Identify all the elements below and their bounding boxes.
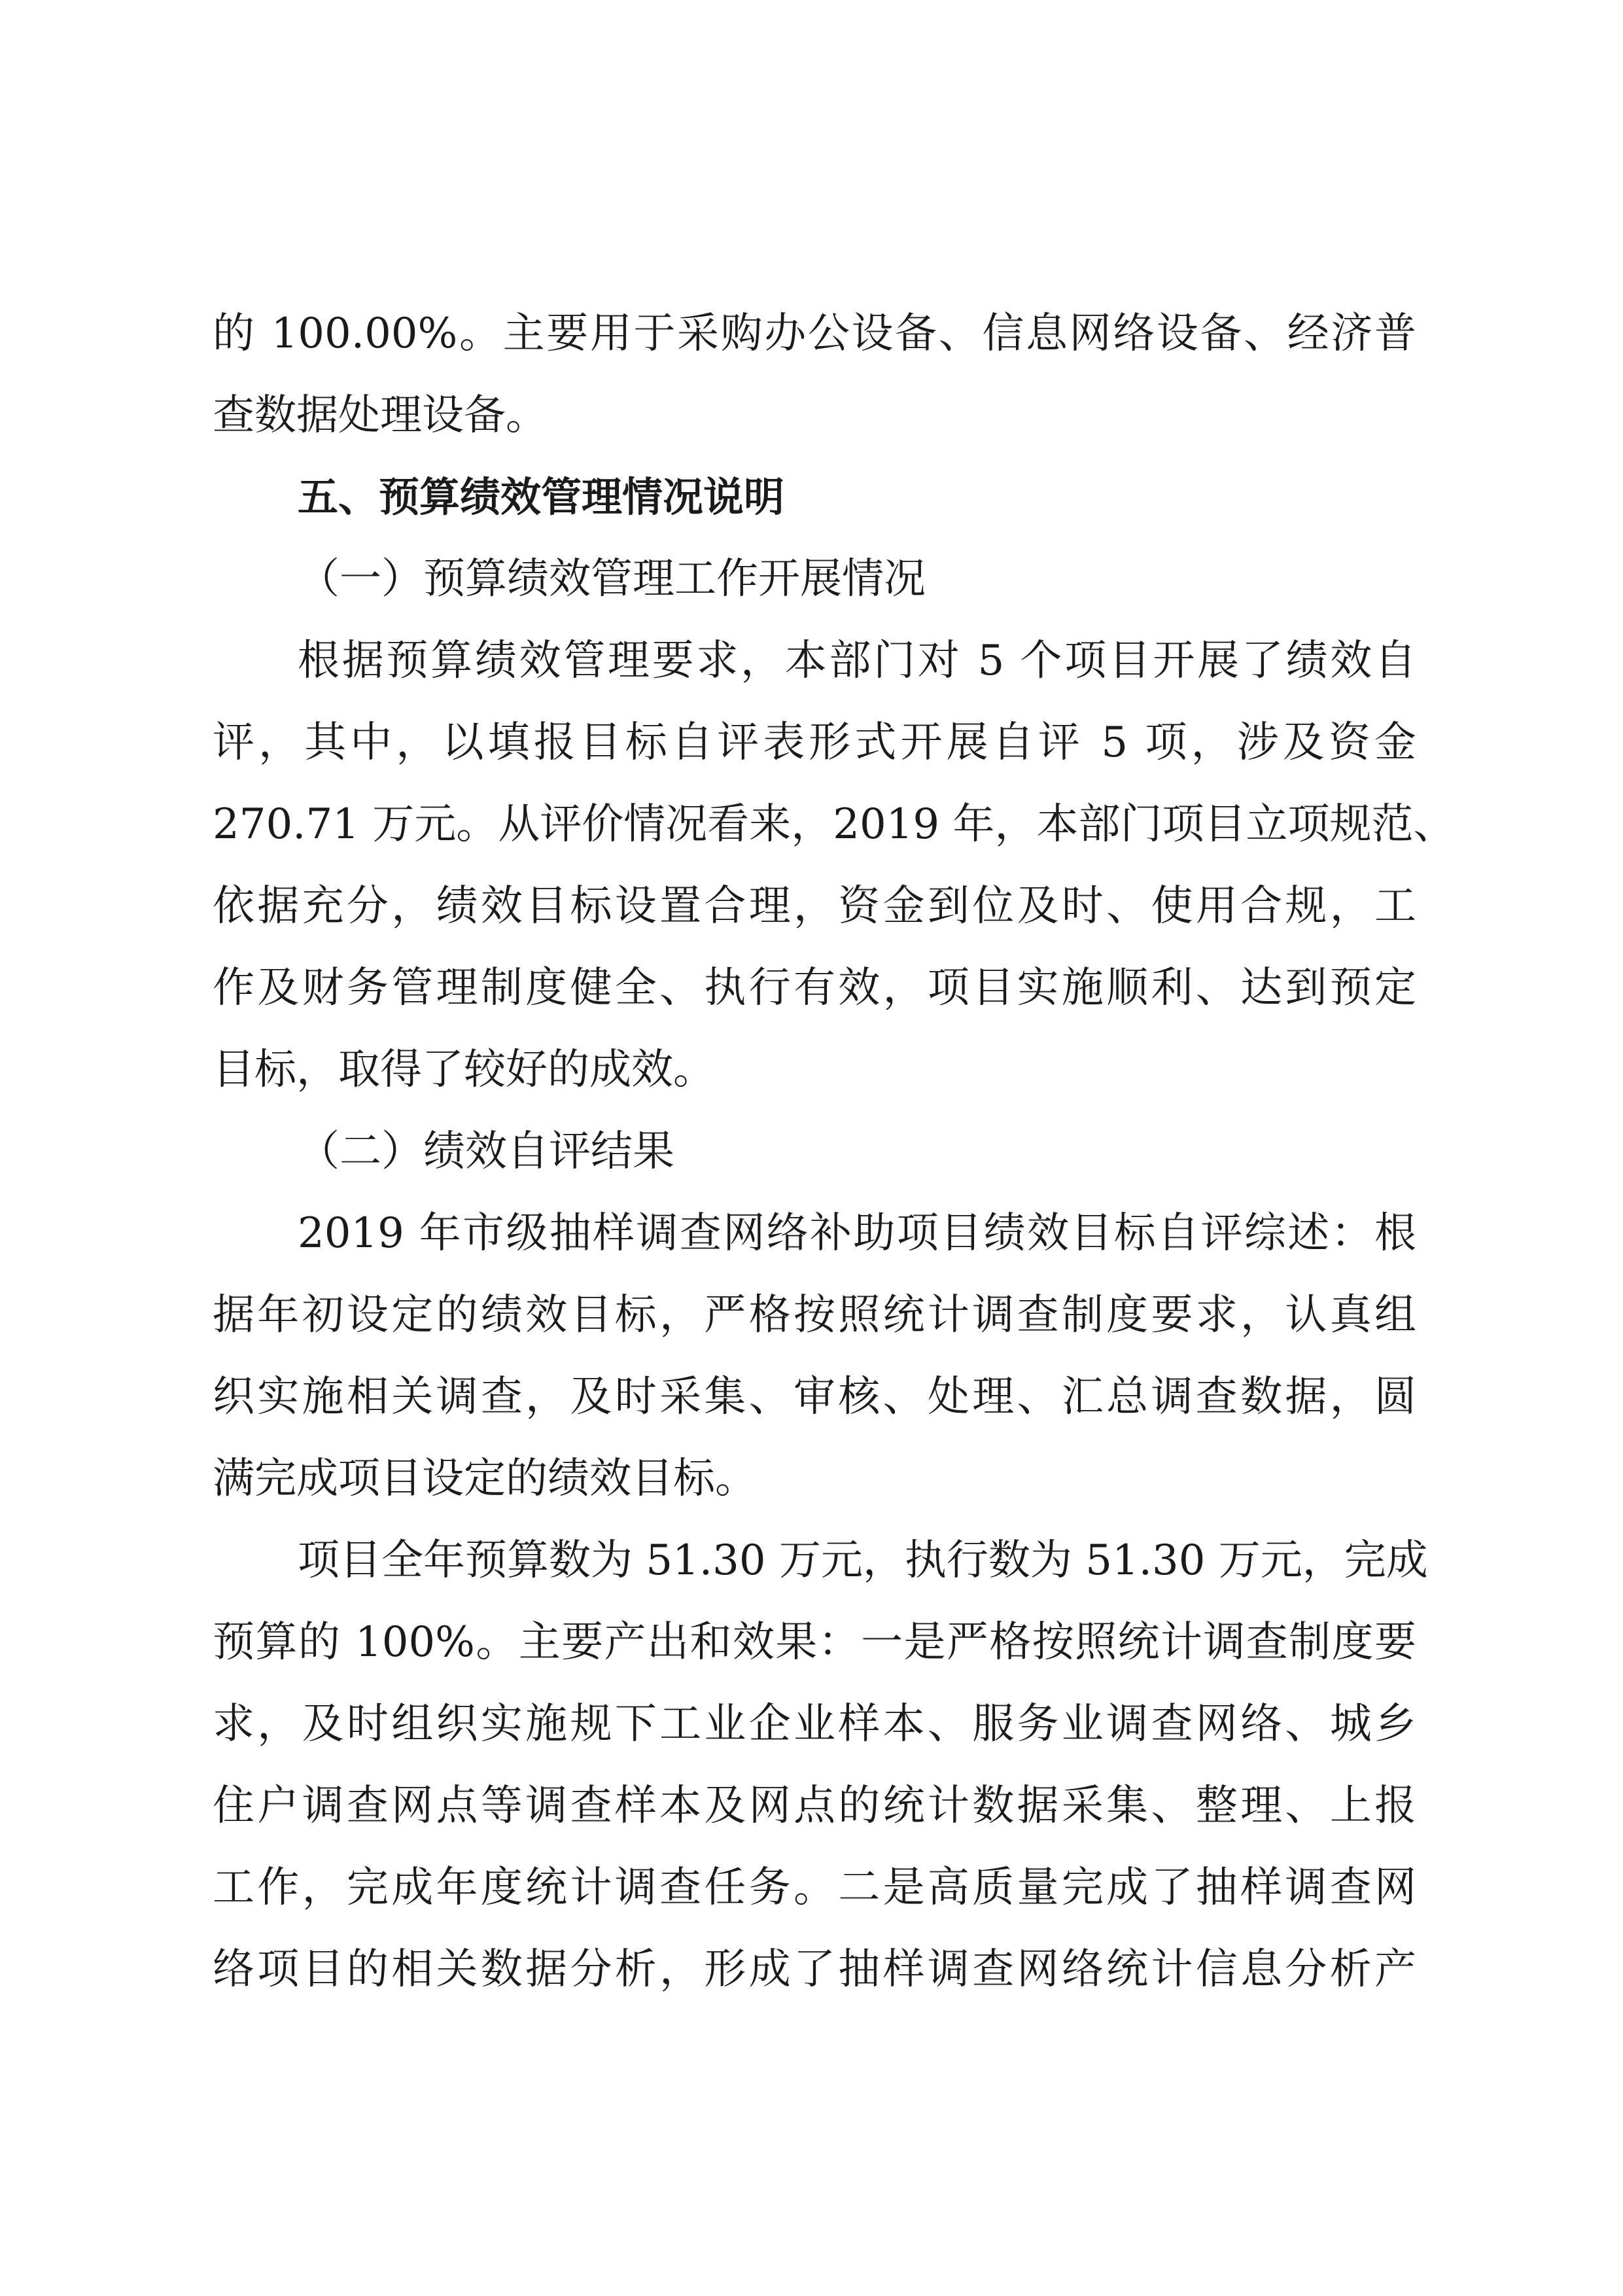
text-run: 评，其中，以填报目标自评表形式开展自评 5 项，涉及资金 (213, 718, 1416, 767)
text-run: 工作，完成年度统计调查任务。二是高质量完成了抽样调查网 (213, 1863, 1416, 1912)
text-run: 2019 年市级抽样调查网络补助项目绩效目标自评综述：根 (298, 1209, 1416, 1258)
text-run: 目标，取得了较好的成效。 (213, 1046, 715, 1094)
paragraph-line (0, 1358, 1623, 1436)
paragraph-line (0, 1521, 1623, 1600)
paragraph-line (0, 1194, 1623, 1273)
paragraph-line (0, 785, 1623, 864)
carryover-line-2 (0, 376, 1623, 455)
text-run: 求，及时组织实施规下工业企业样本、服务业调查网络、城乡 (213, 1700, 1416, 1748)
paragraph-line (0, 1848, 1623, 1927)
subsection-1-heading (0, 540, 1623, 618)
paragraph-line (0, 1767, 1623, 1845)
subsection-1-heading-text: （一）预算绩效管理工作开展情况 (298, 555, 926, 603)
paragraph-line (0, 1439, 1623, 1518)
paragraph-line (0, 1930, 1623, 2009)
text-run: 270.71 万元。从评价情况看来，2019 年，本部门项目立项规范、 (213, 800, 1456, 849)
paragraph-line (0, 1603, 1623, 1682)
text-run: 络项目的相关数据分析，形成了抽样调查网络统计信息分析产 (213, 1945, 1416, 1994)
text-run: 作及财务管理制度健全、执行有效，项目实施顺利、达到预定 (213, 964, 1416, 1012)
paragraph-line (0, 1276, 1623, 1354)
subsection-2-heading-text: （二）绩效自评结果 (298, 1127, 674, 1176)
paragraph-line (0, 1685, 1623, 1763)
text-run: 据年初设定的绩效目标，严格按照统计调查制度要求，认真组 (213, 1291, 1416, 1339)
paragraph-line (0, 622, 1623, 700)
section-heading (0, 458, 1623, 537)
text-run: 查数据处理设备。 (213, 391, 548, 440)
text-run: 织实施相关调查，及时采集、审核、处理、汇总调查数据，圆 (213, 1373, 1416, 1421)
text-run: 满完成项目设定的绩效目标。 (213, 1455, 757, 1503)
carryover-line-1 (0, 294, 1623, 373)
paragraph-line (0, 867, 1623, 945)
text-run: 的 100.00%。主要用于采购办公设备、信息网络设备、经济普 (213, 309, 1416, 358)
paragraph-line (0, 1031, 1623, 1109)
text-run: 项目全年预算数为 51.30 万元，执行数为 51.30 万元，完成 (298, 1536, 1428, 1585)
paragraph-line (0, 703, 1623, 782)
text-run: 依据充分，绩效目标设置合理，资金到位及时、使用合规，工 (213, 882, 1416, 930)
text-run: 预算的 100%。主要产出和效果：一是严格按照统计调查制度要 (213, 1618, 1416, 1667)
subsection-2-heading (0, 1112, 1623, 1191)
paragraph-line (0, 949, 1623, 1027)
text-run: 住户调查网点等调查样本及网点的统计数据采集、整理、上报 (213, 1782, 1416, 1830)
text-run: 根据预算绩效管理要求，本部门对 5 个项目开展了绩效自 (298, 637, 1416, 685)
section-heading-text: 五、预算绩效管理情况说明 (298, 473, 785, 521)
